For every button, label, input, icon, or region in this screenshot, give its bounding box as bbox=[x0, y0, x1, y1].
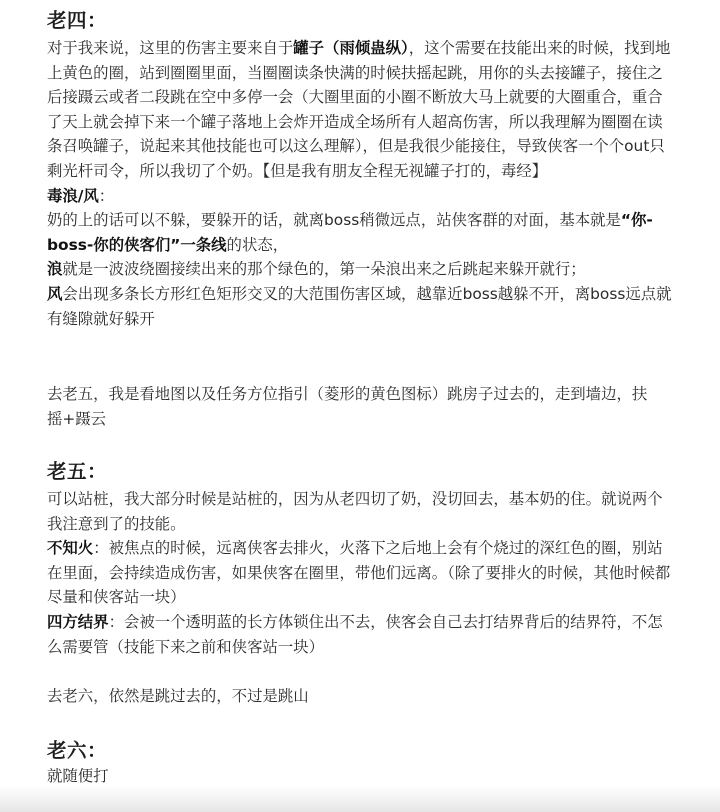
travel-note bbox=[47, 684, 657, 709]
paragraph: 对于我来说，这里的伤害主要来自于罐子（雨倾蛊纵），这个需要在技能出来的时候，找到地上黄色的圈，站到圈圈里面，当圈圈读条快满的时候扶摇起跳，用你的头去接罐子，接住之后接蹑云或者二段跳在空中多停一会（大圈里面的小圈不断放大马上就要的大圈重合，重合了天上就会掉下来一个罐子落地上会炸开造成全场所有人超高伤害，所以我理解为圈圈在读条召唤罐子，说起来其他技能也可以这么理解），但是我很少能接住，导致侠客一个个out只剩光杆司令，所以我切了个奶。【但是我有朋友全程无视罐子打的，毒经】 bbox=[47, 39, 671, 180]
highlight-text: 罐子（雨倾蛊纵） bbox=[293, 39, 409, 57]
highlight-text: “你-boss-你的侠客们”一条线 bbox=[47, 211, 653, 254]
section-boss-4-body bbox=[47, 36, 672, 331]
skill-name: 不知火 bbox=[47, 539, 94, 558]
section-title: 老六： bbox=[47, 739, 108, 762]
section-boss-5-body bbox=[47, 487, 672, 659]
section-title: 老四： bbox=[47, 9, 108, 32]
section-boss-5 bbox=[47, 456, 672, 484]
section-title: 老五： bbox=[47, 460, 108, 483]
section-boss-6-body bbox=[47, 764, 672, 789]
paragraph: 去老五，我是看地图以及任务方位指引（菱形的黄色图标）跳房子过去的，走到墙边，扶摇+蹑云 bbox=[47, 385, 648, 428]
paragraph: 就随便打 bbox=[47, 767, 109, 785]
skill-heading: 毒浪/风： bbox=[47, 186, 115, 205]
skill-name: 浪 bbox=[47, 260, 63, 279]
travel-note bbox=[47, 382, 657, 431]
paragraph: 四方结界：会被一个透明蓝的长方体锁住出不去，侠客会自己去打结界背后的结界符，不怎么需要管（技能下来之前和侠客站一块） bbox=[47, 612, 663, 656]
bottom-shadow bbox=[0, 786, 720, 812]
skill-name: 四方结界 bbox=[47, 612, 109, 631]
skill-name: 风 bbox=[47, 284, 63, 303]
section-boss-4 bbox=[47, 5, 672, 33]
section-boss-6 bbox=[47, 735, 672, 763]
paragraph: 不知火：被焦点的时候，远离侠客去排火，火落下之后地上会有个烧过的深红色的圈，别站在里面，会持续造成伤害，如果侠客在圈里，带他们远离。（除了要排火的时候，其他时候都尽量和侠客站一块） bbox=[47, 539, 671, 607]
paragraph: 奶的上的话可以不躲，要躲开的话，就离boss稍微远点，站侠客群的对面，基本就是“你-boss-你的侠客们”一条线的状态， bbox=[47, 211, 653, 254]
paragraph: 风会出现多条长方形红色矩形交叉的大范围伤害区域，越靠近boss越躲不开，离boss远点就有缝隙就好躲开 bbox=[47, 284, 672, 328]
paragraph: 可以站桩，我大部分时候是站桩的，因为从老四切了奶，没切回去，基本奶的住。就说两个我注意到了的技能。 bbox=[47, 490, 663, 533]
skill-name: 毒浪/风 bbox=[47, 186, 99, 205]
paragraph: 浪就是一波波绕圈接续出来的那个绿色的，第一朵浪出来之后跳起来躲开就行； bbox=[47, 260, 586, 279]
paragraph: 去老六，依然是跳过去的，不过是跳山 bbox=[47, 687, 309, 705]
